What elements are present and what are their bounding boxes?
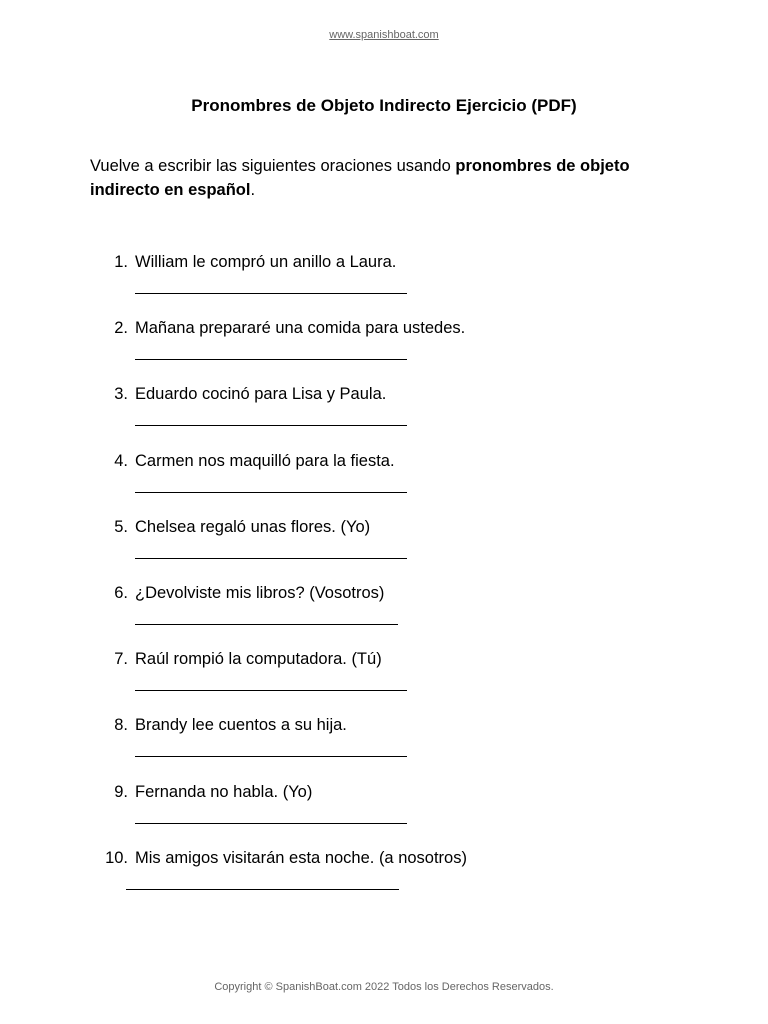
exercise-sentence: Mis amigos visitarán esta noche. (a nosotros) xyxy=(135,849,467,867)
answer-line[interactable] xyxy=(135,624,398,625)
instructions-bold: pronombres de objeto indirecto en español xyxy=(90,157,630,199)
exercise-number: 5. xyxy=(114,518,128,536)
instructions-suffix: . xyxy=(250,181,256,199)
exercise-sentence: Mañana prepararé una comida para ustedes. xyxy=(135,319,466,337)
instructions-prefix: Vuelve a escribir las siguientes oraciones usando xyxy=(90,157,456,175)
answer-line[interactable] xyxy=(135,359,407,360)
page-title: Pronombres de Objeto Indirecto Ejercicio (PDF) xyxy=(191,96,577,115)
answer-line[interactable] xyxy=(135,293,407,294)
answer-line[interactable] xyxy=(135,690,407,691)
exercise-number: 7. xyxy=(114,650,128,668)
answer-line[interactable] xyxy=(135,823,407,824)
instructions xyxy=(90,154,670,202)
exercise-sentence: ¿Devolviste mis libros? (Vosotros) xyxy=(135,584,385,602)
exercise-sentence: Eduardo cocinó para Lisa y Paula. xyxy=(135,385,387,403)
answer-line[interactable] xyxy=(126,889,399,890)
site-link[interactable]: www.spanishboat.com xyxy=(329,29,439,41)
exercise-number: 10. xyxy=(105,849,128,867)
exercise-sentence: Chelsea regaló unas flores. (Yo) xyxy=(135,518,371,536)
exercise-sentence: Brandy lee cuentos a su hija. xyxy=(135,716,347,734)
answer-line[interactable] xyxy=(135,425,407,426)
exercise-number: 4. xyxy=(114,452,128,470)
answer-line[interactable] xyxy=(135,756,407,757)
exercise-number: 8. xyxy=(114,716,128,734)
exercise-sentence: Carmen nos maquilló para la fiesta. xyxy=(135,452,395,470)
exercise-sentence: William le compró un anillo a Laura. xyxy=(135,253,397,271)
exercise-number: 2. xyxy=(114,319,128,337)
exercise-number: 6. xyxy=(114,584,128,602)
exercise-sentence: Fernanda no habla. (Yo) xyxy=(135,783,313,801)
exercise-number: 9. xyxy=(114,783,128,801)
copyright-footer: Copyright © SpanishBoat.com 2022 Todos los Derechos Reservados. xyxy=(214,981,554,993)
exercise-number: 1. xyxy=(114,253,128,271)
answer-line[interactable] xyxy=(135,558,407,559)
exercise-number: 3. xyxy=(114,385,128,403)
exercise-sentence: Raúl rompió la computadora. (Tú) xyxy=(135,650,382,668)
answer-line[interactable] xyxy=(135,492,407,493)
